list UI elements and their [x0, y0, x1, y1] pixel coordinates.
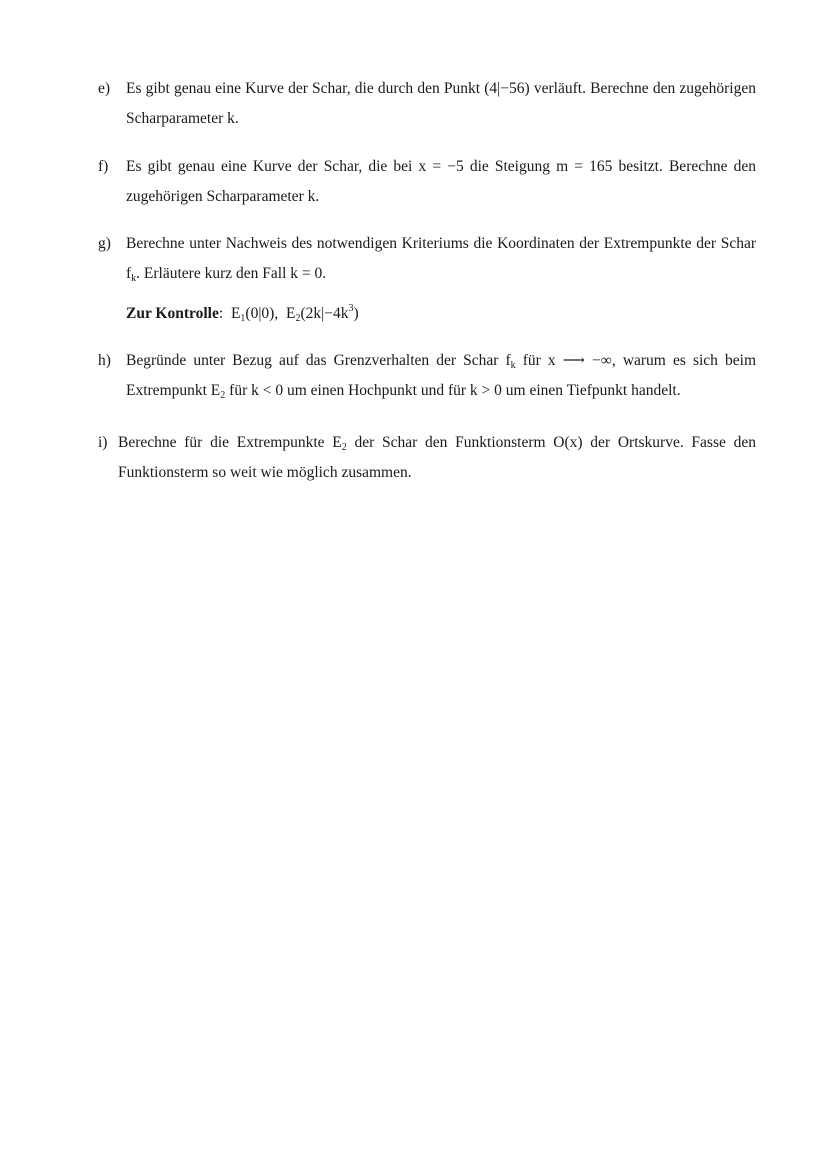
e1-coords: (0|0),: [245, 305, 279, 322]
task-text-part: Berechne für die Extrempunkte E: [118, 434, 342, 451]
extremum-e1: [231, 305, 278, 322]
task-text: Es gibt genau eine Kurve der Schar, die bei x = −5 die Steigung m = 165 besitzt. Berechne den zugehörigen Scharparameter k.: [126, 158, 756, 205]
task-text-part: . Erläutere kurz den Fall k = 0.: [136, 265, 327, 282]
e2-symbol: E: [285, 305, 296, 322]
subscript: k: [510, 360, 516, 371]
task-text-part: für x ⟶ −∞, warum es sich beim Extrempunkt E: [126, 352, 756, 399]
task-label: i): [98, 434, 108, 451]
task-h: [98, 346, 756, 406]
task-f: [98, 152, 756, 212]
task-text-part: Begründe unter Bezug auf das Grenzverhalten der Schar f: [126, 352, 511, 369]
control-label: Zur Kontrolle: [126, 305, 219, 322]
subscript: 2: [295, 313, 301, 324]
e2-coords: (2k|−4k: [300, 305, 349, 322]
task-text: [118, 428, 756, 488]
extremum-e2: [286, 305, 359, 322]
task-text-part: Berechne unter Nachweis des notwendigen Kriteriums die Koordinaten der Extrempunkte der Schar f: [126, 235, 756, 282]
task-text: [126, 346, 756, 406]
e1-symbol: E: [230, 305, 241, 322]
control-colon: :: [218, 305, 224, 322]
task-text: Es gibt genau eine Kurve der Schar, die durch den Punkt (4|−56) verläuft. Berechne den zugehörigen Scharparameter k.: [126, 80, 756, 127]
subscript: 2: [341, 442, 347, 453]
task-label: g): [98, 235, 111, 252]
control-line: [126, 299, 756, 329]
task-text-part: für k < 0 um einen Hochpunkt und für k > 0 um einen Tiefpunkt handelt.: [225, 382, 681, 399]
subscript: 2: [220, 390, 226, 401]
task-label: h): [98, 352, 111, 369]
subscript: 1: [240, 313, 246, 324]
e2-close: ): [353, 305, 359, 322]
task-label: f): [98, 158, 109, 175]
task-g: [98, 229, 756, 329]
superscript: 3: [348, 303, 354, 314]
task-label: e): [98, 80, 111, 97]
task-i: [98, 428, 756, 488]
task-e: [98, 74, 756, 134]
task-text-part: der Schar den Funktionsterm O(x) der Ortskurve. Fasse den Funktionsterm so weit wie möglich zusammen.: [118, 434, 756, 481]
task-text: [126, 229, 756, 289]
subscript: k: [131, 273, 137, 284]
